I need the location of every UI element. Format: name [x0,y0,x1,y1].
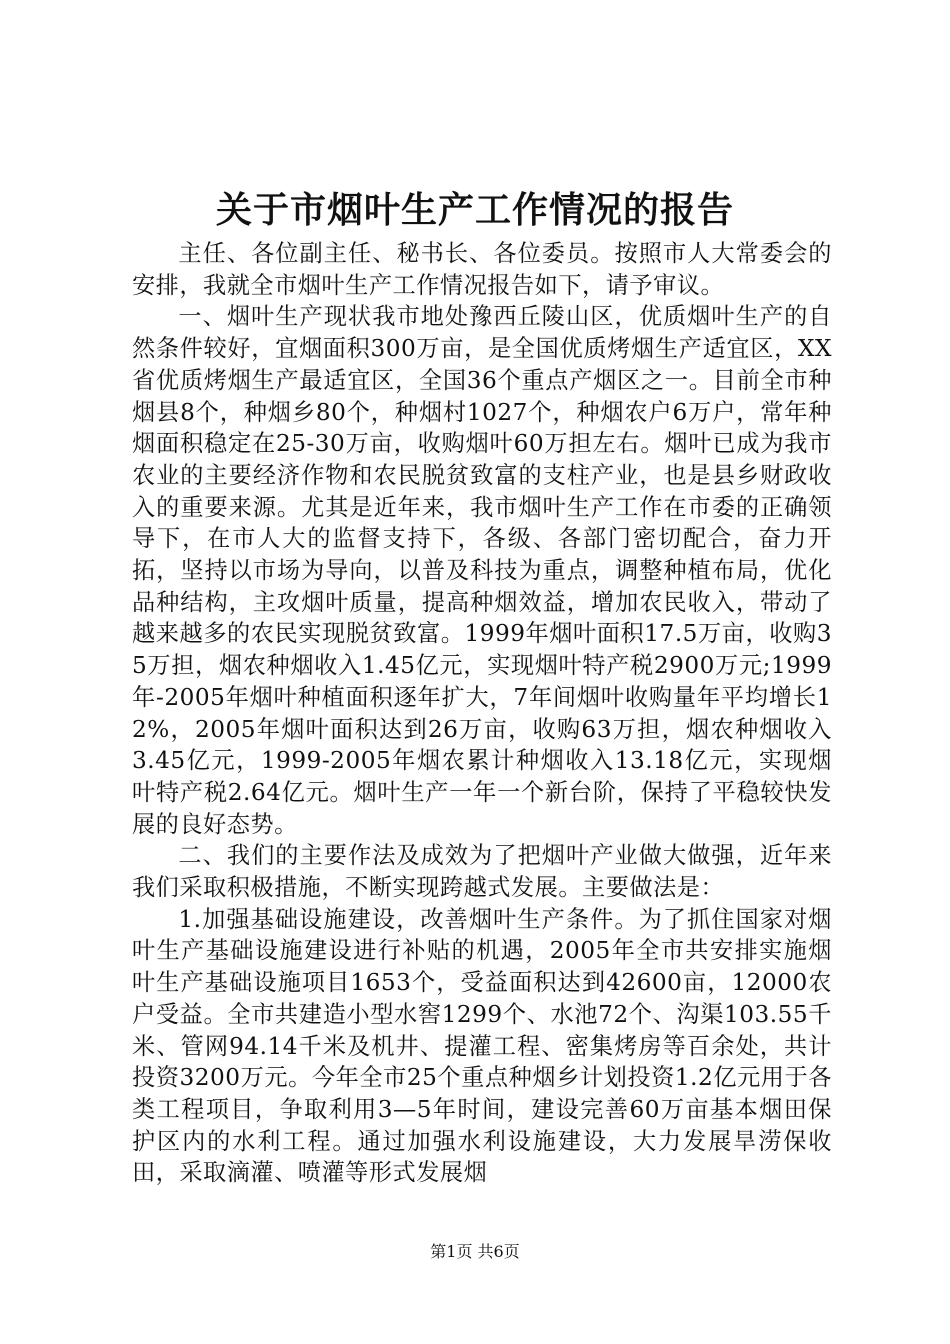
paragraph-section-one: 一、烟叶生产现状我市地处豫西丘陵山区，优质烟叶生产的自然条件较好，宜烟面积300万亩，是全国优质烤烟生产适宜区，XX省优质烤烟生产最适宜区，全国36个重点产烟区之一。目前全市种烟县8个，种烟乡80个，种烟村1027个，种烟农户6万户，常年种烟面积稳定在25-30万亩，收购烟叶60万担左右。烟叶已成为我市农业的主要经济作物和农民脱贫致富的支柱产业，也是县乡财政收入的重要来源。尤其是近年来，我市烟叶生产工作在市委的正确领导下，在市人大的监督支持下，各级、各部门密切配合，奋力开拓，坚持以市场为导向，以普及科技为重点，调整种植布局，优化品种结构，主攻烟叶质量，提高种烟效益，增加农民收入，带动了越来越多的农民实现脱贫致富。1999年烟叶面积17.5万亩，收购35万担，烟农种烟收入1.45亿元，实现烟叶特产税2900万元;1999年-2005年烟叶种植面积逐年扩大，7年间烟叶收购量年平均增长12%，2005年烟叶面积达到26万亩，收购63万担，烟农种烟收入3.45亿元，1999-2005年烟农累计种烟收入13.18亿元，实现烟叶特产税2.64亿元。烟叶生产一年一个新台阶，保持了平稳较快发展的良好态势。 [132,303,832,838]
page-footer: 第1页 共6页 [430,1242,520,1261]
paragraph-item-one: 1.加强基础设施建设，改善烟叶生产条件。为了抓住国家对烟叶生产基础设施建设进行补贴的机遇，2005年全市共安排实施烟叶生产基础设施项目1653个，受益面积达到42600亩，12000农户受益。全市共建造小型水窖1299个、水池72个、沟渠103.55千米、管网94.14千米及机井、提灌工程、密集烤房等百余处，共计投资3200万元。今年全市25个重点种烟乡计划投资1.2亿元用于各类工程项目，争取利用3—5年时间，建设完善60万亩基本烟田保护区内的水利工程。通过加强水利设施建设，大力发展旱涝保收田，采取滴灌、喷灌等形式发展烟 [132,905,832,1187]
paragraph-section-two: 二、我们的主要作法及成效为了把烟叶产业做大做强，近年来我们采取积极措施，不断实现跨越式发展。主要做法是： [132,842,832,902]
document-title: 关于市烟叶生产工作情况的报告 [215,189,734,231]
paragraph-greeting: 主任、各位副主任、秘书长、各位委员。按照市人大常委会的安排，我就全市烟叶生产工作情况报告如下，请予审议。 [132,240,832,299]
document-body [132,238,832,1189]
